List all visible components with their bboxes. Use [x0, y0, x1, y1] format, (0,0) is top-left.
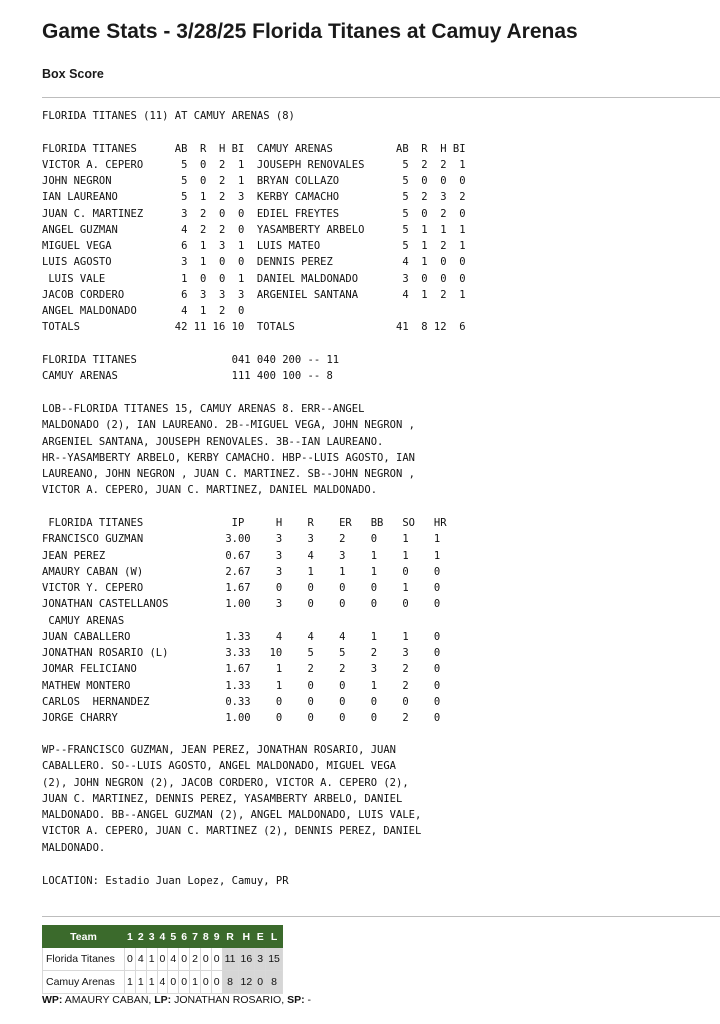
- box-score-line: MIGUEL VEGA 6 1 3 1 LUIS MATEO 5 1 2 1: [42, 240, 466, 252]
- errors-cell: 3: [255, 948, 266, 971]
- box-score-line: VICTOR A. CEPERO 5 0 2 1 JOUSEPH RENOVALES 5 2 2 1: [42, 158, 466, 171]
- box-score-line: IAN LAUREANO 5 1 2 3 KERBY CAMACHO 5 2 3 2: [42, 191, 466, 204]
- box-score-line: ANGEL GUZMAN 4 2 2 0 YASAMBERTY ARBELO 5 1 1 1: [42, 223, 466, 236]
- column-header-team: Team: [43, 926, 125, 948]
- wp-value: AMAURY CABAN,: [62, 994, 155, 1006]
- pitching-line: JONATHAN CASTELLANOS 1.00 3 0 0 0 0 0: [42, 598, 441, 611]
- inning-cell: 0: [125, 948, 136, 971]
- box-score-line: TOTALS 42 11 16 10 TOTALS 41 8 12 6: [42, 321, 466, 334]
- pitching-line: VICTOR Y. CEPERO 1.67 0 0 0 0 1 0: [42, 582, 441, 594]
- game-notes-text: [42, 401, 415, 499]
- wp-label: WP:: [42, 994, 63, 1006]
- inning-cell: 0: [211, 948, 222, 971]
- inning-cell: 0: [200, 971, 211, 994]
- inning-cell: 2: [190, 948, 201, 971]
- inning-cell: 1: [146, 971, 157, 994]
- sp-value: -: [304, 994, 311, 1006]
- table-row: [43, 948, 283, 971]
- inning-cell: 0: [179, 948, 190, 971]
- pitching-line: FRANCISCO GUZMAN 3.00 3 3 2 0 1 1: [42, 533, 441, 546]
- pitching-notes-line: VICTOR A. CEPERO, JUAN C. MARTINEZ (2), DENNIS PEREZ, DANIEL: [42, 825, 422, 838]
- runs-cell: 8: [222, 971, 238, 994]
- table-row: [43, 971, 283, 994]
- column-header-4: 4: [157, 926, 168, 948]
- box-score-line: LUIS AGOSTO 3 1 0 0 DENNIS PEREZ 4 1 0 0: [42, 256, 466, 269]
- inning-cell: 0: [168, 971, 179, 994]
- column-header-7: 7: [190, 926, 201, 948]
- pitching-line: MATHEW MONTERO 1.33 1 0 0 1 2 0: [42, 679, 441, 692]
- inning-cell: 4: [157, 971, 168, 994]
- divider: [42, 97, 720, 98]
- column-header-9: 9: [211, 926, 222, 948]
- inning-cell: 1: [135, 971, 146, 994]
- column-header-h: H: [238, 926, 255, 948]
- location-text: [42, 873, 289, 889]
- hits-cell: 12: [238, 971, 255, 994]
- column-header-6: 6: [179, 926, 190, 948]
- pitching-line: JONATHAN ROSARIO (L) 3.33 10 5 5 2 3 0: [42, 647, 441, 659]
- inning-cell: 1: [146, 948, 157, 971]
- pitching-notes-line: MALDONADO.: [42, 841, 106, 854]
- linescore-header-row: [43, 926, 283, 948]
- column-header-5: 5: [168, 926, 179, 948]
- line-score-text: [42, 352, 339, 385]
- notes-line: LAUREANO, JOHN NEGRON , JUAN C. MARTINEZ. SB--JOHN NEGRON ,: [42, 468, 415, 480]
- notes-line: VICTOR A. CEPERO, JUAN C. MARTINEZ, DANIEL MALDONADO.: [42, 484, 378, 497]
- pitching-line: AMAURY CABAN (W) 2.67 3 1 1 1 0 0: [42, 565, 441, 578]
- pitching-line: JUAN CABALLERO 1.33 4 4 4 1 1 0: [42, 630, 441, 643]
- pitching-line: JORGE CHARRY 1.00 0 0 0 0 2 0: [42, 712, 441, 724]
- pitching-line: CARLOS HERNANDEZ 0.33 0 0 0 0 0 0: [42, 695, 441, 708]
- pitching-line: JOMAR FELICIANO 1.67 1 2 2 3 2 0: [42, 663, 441, 676]
- lp-label: LP:: [154, 994, 172, 1006]
- line-score-line: FLORIDA TITANES 041 040 200 -- 11: [42, 354, 340, 366]
- errors-cell: 0: [255, 971, 266, 994]
- column-header-3: 3: [146, 926, 157, 948]
- pitching-line: CAMUY ARENAS: [42, 614, 125, 627]
- notes-line: LOB--FLORIDA TITANES 15, CAMUY ARENAS 8. ERR--ANGEL: [42, 403, 365, 415]
- notes-line: MALDONADO (2), IAN LAUREANO. 2B--MIGUEL VEGA, JOHN NEGRON ,: [42, 419, 415, 432]
- column-header-1: 1: [125, 926, 136, 948]
- box-score-line: ANGEL MALDONADO 4 1 2 0: [42, 305, 245, 317]
- runs-cell: 11: [222, 948, 238, 971]
- inning-cell: 4: [135, 948, 146, 971]
- inning-cell: 4: [168, 948, 179, 971]
- box-score-line: FLORIDA TITANES AB R H BI CAMUY ARENAS AB R H BI: [42, 142, 466, 155]
- inning-cell: 0: [200, 948, 211, 971]
- lp-value: JONATHAN ROSARIO,: [171, 994, 288, 1006]
- box-score-line: JOHN NEGRON 5 0 2 1 BRYAN COLLAZO 5 0 0 0: [42, 175, 466, 187]
- inning-cell: 0: [157, 948, 168, 971]
- pitching-notes-line: MALDONADO. BB--ANGEL GUZMAN (2), ANGEL MALDONADO, LUIS VALE,: [42, 809, 422, 821]
- inning-cell: 0: [211, 971, 222, 994]
- pitching-line: FLORIDA TITANES IP H R ER BB SO HR: [42, 517, 447, 529]
- section-title: Box Score: [42, 67, 104, 81]
- box-score-line: FLORIDA TITANES (11) AT CAMUY ARENAS (8): [42, 110, 295, 122]
- inning-cell: 1: [190, 971, 201, 994]
- inning-cell: 0: [179, 971, 190, 994]
- pitching-notes-line: CABALLERO. SO--LUIS AGOSTO, ANGEL MALDONADO, MIGUEL VEGA: [42, 760, 397, 773]
- pitching-notes-text: [42, 742, 421, 856]
- lob-cell: 15: [266, 948, 283, 971]
- box-score-line: JACOB CORDERO 6 3 3 3 ARGENIEL SANTANA 4 1 2 1: [42, 288, 466, 301]
- sp-label: SP:: [287, 994, 305, 1006]
- hits-cell: 16: [238, 948, 255, 971]
- box-score-text: [42, 108, 466, 336]
- divider: [42, 916, 720, 917]
- notes-line: ARGENIEL SANTANA, JOUSEPH RENOVALES. 3B--IAN LAUREANO.: [42, 435, 384, 448]
- line-score-line: CAMUY ARENAS 111 400 100 -- 8: [42, 370, 333, 383]
- column-header-e: E: [255, 926, 266, 948]
- pitching-notes-line: JUAN C. MARTINEZ, DENNIS PEREZ, YASAMBERTY ARBELO, DANIEL: [42, 792, 403, 805]
- column-header-8: 8: [200, 926, 211, 948]
- notes-line: HR--YASAMBERTY ARBELO, KERBY CAMACHO. HBP--LUIS AGOSTO, IAN: [42, 451, 415, 464]
- team-name-cell: Florida Titanes: [43, 948, 125, 971]
- pitching-stats-text: [42, 515, 447, 726]
- box-score-line: JUAN C. MARTINEZ 3 2 0 0 EDIEL FREYTES 5 0 2 0: [42, 207, 466, 220]
- box-score-line: LUIS VALE 1 0 0 1 DANIEL MALDONADO 3 0 0 0: [42, 272, 466, 285]
- pitcher-decisions: [42, 994, 311, 1006]
- column-header-2: 2: [135, 926, 146, 948]
- column-header-r: R: [222, 926, 238, 948]
- lob-cell: 8: [266, 971, 283, 994]
- column-header-l: L: [266, 926, 283, 948]
- pitching-line: JEAN PEREZ 0.67 3 4 3 1 1 1: [42, 549, 441, 562]
- linescore-table: [42, 925, 283, 994]
- page-title: Game Stats - 3/28/25 Florida Titanes at Camuy Arenas: [42, 20, 578, 43]
- pitching-notes-line: WP--FRANCISCO GUZMAN, JEAN PEREZ, JONATHAN ROSARIO, JUAN: [42, 744, 397, 756]
- box-score-line: [42, 124, 466, 140]
- location-line: LOCATION: Estadio Juan Lopez, Camuy, PR: [42, 875, 289, 887]
- team-name-cell: Camuy Arenas: [43, 971, 125, 994]
- inning-cell: 1: [125, 971, 136, 994]
- pitching-notes-line: (2), JOHN NEGRON (2), JACOB CORDERO, VICTOR A. CEPERO (2),: [42, 776, 409, 789]
